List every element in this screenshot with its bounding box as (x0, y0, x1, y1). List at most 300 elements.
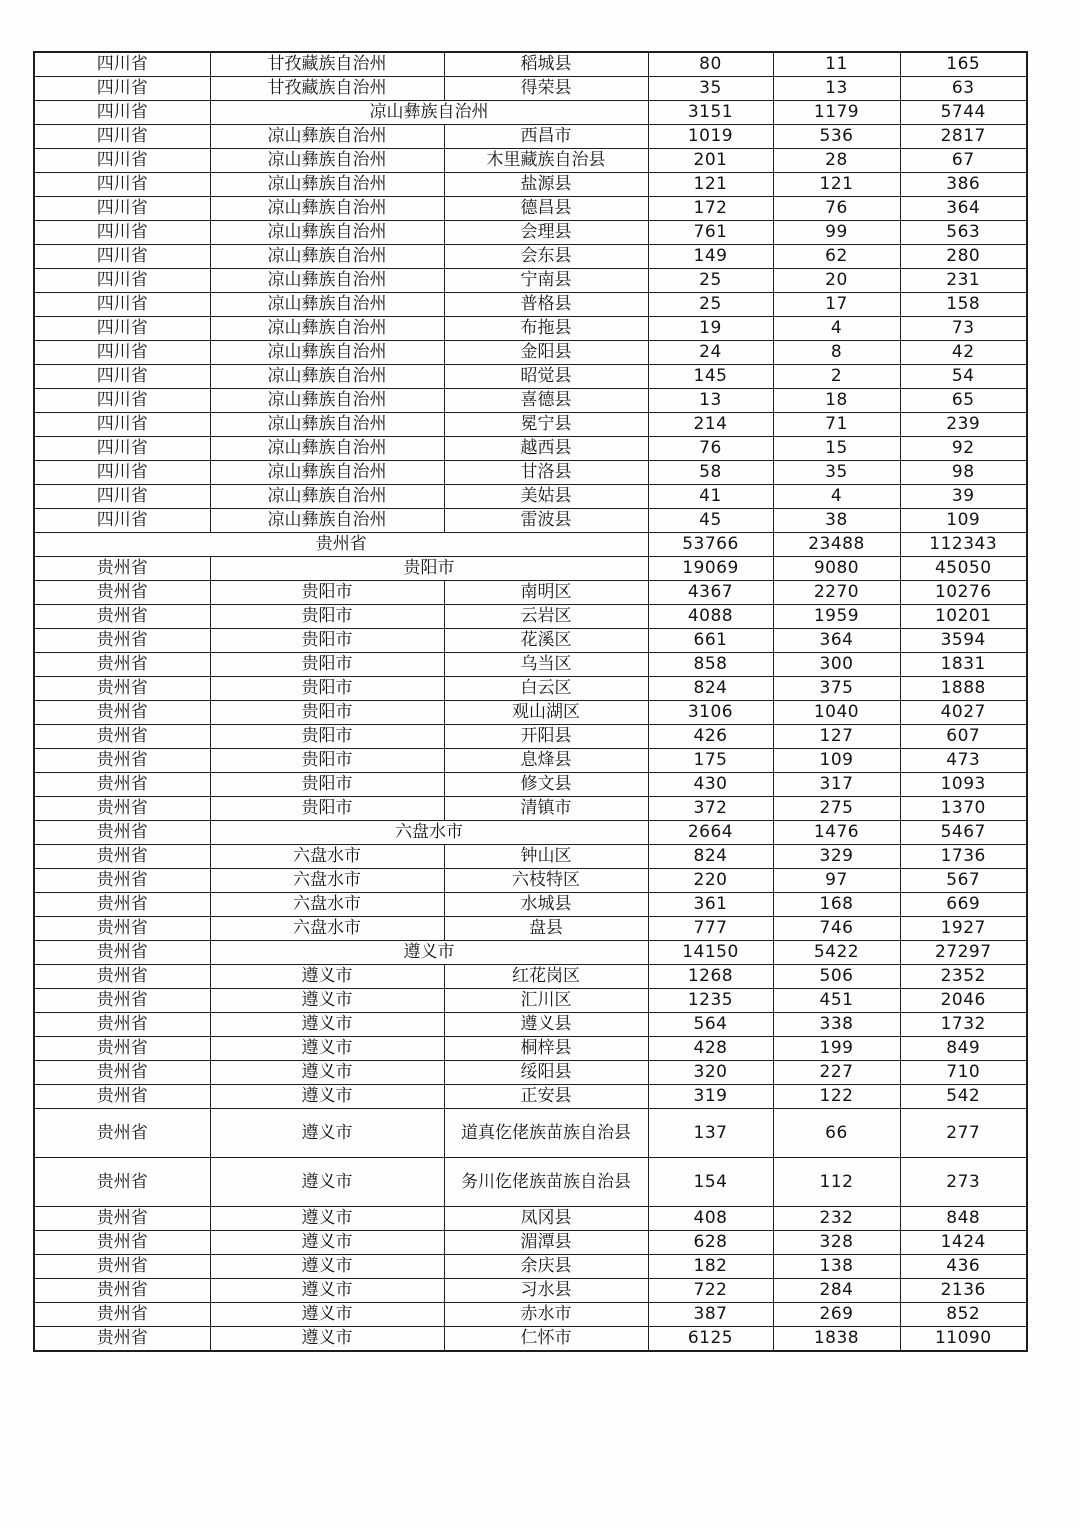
county-cell: 绥阳县 (444, 1061, 648, 1085)
province-cell: 贵州省 (34, 773, 210, 797)
table-row (34, 125, 1027, 149)
county-cell: 木里藏族自治县 (444, 149, 648, 173)
province-cell: 四川省 (34, 461, 210, 485)
value-cell: 761 (648, 221, 773, 245)
prefecture-cell: 六盘水市 (210, 845, 444, 869)
prefecture-cell: 凉山彝族自治州 (210, 365, 444, 389)
province-cell: 贵州省 (34, 821, 210, 845)
province-cell: 贵州省 (34, 1158, 210, 1207)
prefecture-cell: 遵义市 (210, 1158, 444, 1207)
value-cell: 11 (773, 52, 900, 77)
value-cell: 13 (648, 389, 773, 413)
county-cell: 息烽县 (444, 749, 648, 773)
county-cell: 赤水市 (444, 1303, 648, 1327)
province-cell: 四川省 (34, 125, 210, 149)
table-row (34, 773, 1027, 797)
value-cell: 426 (648, 725, 773, 749)
province-cell: 四川省 (34, 245, 210, 269)
prefecture-cell: 凉山彝族自治州 (210, 101, 648, 125)
value-cell: 109 (773, 749, 900, 773)
value-cell: 2817 (900, 125, 1027, 149)
value-cell: 1268 (648, 965, 773, 989)
table-row (34, 293, 1027, 317)
province-cell: 贵州省 (34, 533, 648, 557)
county-cell: 稻城县 (444, 52, 648, 77)
value-cell: 20 (773, 269, 900, 293)
value-cell: 71 (773, 413, 900, 437)
table-row (34, 101, 1027, 125)
value-cell: 168 (773, 893, 900, 917)
value-cell: 53766 (648, 533, 773, 557)
value-cell: 25 (648, 293, 773, 317)
value-cell: 232 (773, 1207, 900, 1231)
value-cell: 1019 (648, 125, 773, 149)
table-row (34, 1231, 1027, 1255)
county-cell: 清镇市 (444, 797, 648, 821)
value-cell: 506 (773, 965, 900, 989)
table-row (34, 533, 1027, 557)
province-cell: 贵州省 (34, 1231, 210, 1255)
value-cell: 542 (900, 1085, 1027, 1109)
county-cell: 冕宁县 (444, 413, 648, 437)
table-row (34, 821, 1027, 845)
table-body (34, 52, 1027, 1351)
county-cell: 西昌市 (444, 125, 648, 149)
value-cell: 127 (773, 725, 900, 749)
prefecture-cell: 凉山彝族自治州 (210, 245, 444, 269)
value-cell: 277 (900, 1109, 1027, 1158)
value-cell: 386 (900, 173, 1027, 197)
value-cell: 17 (773, 293, 900, 317)
table-row (34, 269, 1027, 293)
value-cell: 65 (900, 389, 1027, 413)
province-cell: 贵州省 (34, 917, 210, 941)
prefecture-cell: 凉山彝族自治州 (210, 437, 444, 461)
value-cell: 722 (648, 1279, 773, 1303)
value-cell: 317 (773, 773, 900, 797)
prefecture-cell: 甘孜藏族自治州 (210, 77, 444, 101)
county-cell: 雷波县 (444, 509, 648, 533)
table-row (34, 245, 1027, 269)
value-cell: 777 (648, 917, 773, 941)
value-cell: 628 (648, 1231, 773, 1255)
value-cell: 27297 (900, 941, 1027, 965)
value-cell: 76 (648, 437, 773, 461)
province-cell: 四川省 (34, 52, 210, 77)
prefecture-cell: 遵义市 (210, 941, 648, 965)
prefecture-cell: 凉山彝族自治州 (210, 197, 444, 221)
value-cell: 338 (773, 1013, 900, 1037)
value-cell: 364 (900, 197, 1027, 221)
value-cell: 15 (773, 437, 900, 461)
value-cell: 158 (900, 293, 1027, 317)
county-cell: 仁怀市 (444, 1327, 648, 1352)
prefecture-cell: 六盘水市 (210, 821, 648, 845)
table-row (34, 1037, 1027, 1061)
province-cell: 四川省 (34, 77, 210, 101)
province-cell: 四川省 (34, 341, 210, 365)
value-cell: 1831 (900, 653, 1027, 677)
province-cell: 四川省 (34, 413, 210, 437)
prefecture-cell: 遵义市 (210, 1279, 444, 1303)
province-cell: 贵州省 (34, 989, 210, 1013)
value-cell: 852 (900, 1303, 1027, 1327)
value-cell: 62 (773, 245, 900, 269)
prefecture-cell: 凉山彝族自治州 (210, 461, 444, 485)
prefecture-cell: 凉山彝族自治州 (210, 125, 444, 149)
prefecture-cell: 遵义市 (210, 965, 444, 989)
value-cell: 39 (900, 485, 1027, 509)
prefecture-cell: 凉山彝族自治州 (210, 341, 444, 365)
table-row (34, 869, 1027, 893)
value-cell: 4088 (648, 605, 773, 629)
prefecture-cell: 凉山彝族自治州 (210, 389, 444, 413)
county-cell: 乌当区 (444, 653, 648, 677)
county-cell: 汇川区 (444, 989, 648, 1013)
prefecture-cell: 遵义市 (210, 1327, 444, 1352)
table-row (34, 941, 1027, 965)
value-cell: 182 (648, 1255, 773, 1279)
table-row (34, 1013, 1027, 1037)
county-cell: 得荣县 (444, 77, 648, 101)
province-cell: 贵州省 (34, 605, 210, 629)
value-cell: 607 (900, 725, 1027, 749)
province-cell: 贵州省 (34, 1061, 210, 1085)
value-cell: 80 (648, 52, 773, 77)
value-cell: 25 (648, 269, 773, 293)
county-cell: 习水县 (444, 1279, 648, 1303)
prefecture-cell: 贵阳市 (210, 797, 444, 821)
value-cell: 300 (773, 653, 900, 677)
value-cell: 66 (773, 1109, 900, 1158)
province-cell: 四川省 (34, 269, 210, 293)
value-cell: 24 (648, 341, 773, 365)
province-cell: 四川省 (34, 197, 210, 221)
value-cell: 564 (648, 1013, 773, 1037)
value-cell: 1927 (900, 917, 1027, 941)
county-cell: 宁南县 (444, 269, 648, 293)
province-cell: 贵州省 (34, 893, 210, 917)
table-row (34, 341, 1027, 365)
value-cell: 848 (900, 1207, 1027, 1231)
prefecture-cell: 贵阳市 (210, 629, 444, 653)
value-cell: 451 (773, 989, 900, 1013)
value-cell: 3151 (648, 101, 773, 125)
province-cell: 贵州省 (34, 557, 210, 581)
value-cell: 19 (648, 317, 773, 341)
value-cell: 54 (900, 365, 1027, 389)
table-row (34, 413, 1027, 437)
prefecture-cell: 贵阳市 (210, 701, 444, 725)
value-cell: 428 (648, 1037, 773, 1061)
value-cell: 1179 (773, 101, 900, 125)
prefecture-cell: 遵义市 (210, 1255, 444, 1279)
table-row (34, 221, 1027, 245)
value-cell: 41 (648, 485, 773, 509)
value-cell: 1888 (900, 677, 1027, 701)
province-cell: 四川省 (34, 221, 210, 245)
prefecture-cell: 凉山彝族自治州 (210, 221, 444, 245)
table-row (34, 1061, 1027, 1085)
value-cell: 858 (648, 653, 773, 677)
prefecture-cell: 遵义市 (210, 1207, 444, 1231)
table-row (34, 437, 1027, 461)
table-row (34, 581, 1027, 605)
county-cell: 湄潭县 (444, 1231, 648, 1255)
value-cell: 430 (648, 773, 773, 797)
value-cell: 227 (773, 1061, 900, 1085)
province-cell: 贵州省 (34, 1085, 210, 1109)
value-cell: 284 (773, 1279, 900, 1303)
value-cell: 4 (773, 485, 900, 509)
value-cell: 10201 (900, 605, 1027, 629)
value-cell: 408 (648, 1207, 773, 1231)
table-row (34, 197, 1027, 221)
value-cell: 45050 (900, 557, 1027, 581)
province-cell: 贵州省 (34, 1255, 210, 1279)
prefecture-cell: 遵义市 (210, 989, 444, 1013)
province-cell: 四川省 (34, 437, 210, 461)
value-cell: 76 (773, 197, 900, 221)
province-cell: 贵州省 (34, 1279, 210, 1303)
table-row (34, 317, 1027, 341)
value-cell: 122 (773, 1085, 900, 1109)
value-cell: 1424 (900, 1231, 1027, 1255)
value-cell: 372 (648, 797, 773, 821)
value-cell: 1093 (900, 773, 1027, 797)
value-cell: 328 (773, 1231, 900, 1255)
province-cell: 四川省 (34, 293, 210, 317)
value-cell: 175 (648, 749, 773, 773)
value-cell: 1476 (773, 821, 900, 845)
prefecture-cell: 凉山彝族自治州 (210, 509, 444, 533)
prefecture-cell: 六盘水市 (210, 917, 444, 941)
province-cell: 贵州省 (34, 965, 210, 989)
county-cell: 钟山区 (444, 845, 648, 869)
table-row (34, 845, 1027, 869)
province-cell: 贵州省 (34, 797, 210, 821)
value-cell: 137 (648, 1109, 773, 1158)
county-cell: 南明区 (444, 581, 648, 605)
county-cell: 喜德县 (444, 389, 648, 413)
table-row (34, 725, 1027, 749)
value-cell: 329 (773, 845, 900, 869)
value-cell: 1736 (900, 845, 1027, 869)
value-cell: 1838 (773, 1327, 900, 1352)
county-cell: 遵义县 (444, 1013, 648, 1037)
value-cell: 112 (773, 1158, 900, 1207)
value-cell: 98 (900, 461, 1027, 485)
table-row (34, 1158, 1027, 1207)
province-cell: 贵州省 (34, 941, 210, 965)
county-cell: 开阳县 (444, 725, 648, 749)
value-cell: 58 (648, 461, 773, 485)
province-cell: 四川省 (34, 389, 210, 413)
value-cell: 5744 (900, 101, 1027, 125)
value-cell: 239 (900, 413, 1027, 437)
value-cell: 3106 (648, 701, 773, 725)
value-cell: 387 (648, 1303, 773, 1327)
value-cell: 109 (900, 509, 1027, 533)
county-cell: 修文县 (444, 773, 648, 797)
county-cell: 会理县 (444, 221, 648, 245)
table-row (34, 149, 1027, 173)
value-cell: 214 (648, 413, 773, 437)
value-cell: 97 (773, 869, 900, 893)
value-cell: 14150 (648, 941, 773, 965)
value-cell: 4027 (900, 701, 1027, 725)
prefecture-cell: 贵阳市 (210, 725, 444, 749)
value-cell: 73 (900, 317, 1027, 341)
table-row (34, 461, 1027, 485)
value-cell: 2352 (900, 965, 1027, 989)
value-cell: 710 (900, 1061, 1027, 1085)
prefecture-cell: 贵阳市 (210, 581, 444, 605)
value-cell: 145 (648, 365, 773, 389)
prefecture-cell: 遵义市 (210, 1013, 444, 1037)
county-cell: 余庆县 (444, 1255, 648, 1279)
table-row (34, 173, 1027, 197)
value-cell: 9080 (773, 557, 900, 581)
county-cell: 正安县 (444, 1085, 648, 1109)
prefecture-cell: 遵义市 (210, 1037, 444, 1061)
province-cell: 贵州省 (34, 869, 210, 893)
table-row (34, 485, 1027, 509)
prefecture-cell: 贵阳市 (210, 653, 444, 677)
value-cell: 824 (648, 845, 773, 869)
value-cell: 35 (773, 461, 900, 485)
value-cell: 121 (773, 173, 900, 197)
county-cell: 花溪区 (444, 629, 648, 653)
table-row (34, 1207, 1027, 1231)
province-cell: 贵州省 (34, 653, 210, 677)
value-cell: 154 (648, 1158, 773, 1207)
value-cell: 1235 (648, 989, 773, 1013)
value-cell: 8 (773, 341, 900, 365)
province-cell: 贵州省 (34, 629, 210, 653)
value-cell: 67 (900, 149, 1027, 173)
province-cell: 贵州省 (34, 1303, 210, 1327)
table-row (34, 1109, 1027, 1158)
value-cell: 42 (900, 341, 1027, 365)
county-cell: 盐源县 (444, 173, 648, 197)
value-cell: 92 (900, 437, 1027, 461)
value-cell: 38 (773, 509, 900, 533)
county-cell: 会东县 (444, 245, 648, 269)
province-cell: 四川省 (34, 365, 210, 389)
value-cell: 138 (773, 1255, 900, 1279)
table-row (34, 1303, 1027, 1327)
value-cell: 661 (648, 629, 773, 653)
county-cell: 德昌县 (444, 197, 648, 221)
value-cell: 5422 (773, 941, 900, 965)
value-cell: 567 (900, 869, 1027, 893)
prefecture-cell: 贵阳市 (210, 605, 444, 629)
prefecture-cell: 贵阳市 (210, 557, 648, 581)
value-cell: 99 (773, 221, 900, 245)
value-cell: 35 (648, 77, 773, 101)
county-cell: 普格县 (444, 293, 648, 317)
province-cell: 四川省 (34, 149, 210, 173)
table-row (34, 1085, 1027, 1109)
county-cell: 六枝特区 (444, 869, 648, 893)
value-cell: 10276 (900, 581, 1027, 605)
value-cell: 320 (648, 1061, 773, 1085)
prefecture-cell: 贵阳市 (210, 773, 444, 797)
prefecture-cell: 遵义市 (210, 1231, 444, 1255)
prefecture-cell: 凉山彝族自治州 (210, 269, 444, 293)
value-cell: 199 (773, 1037, 900, 1061)
value-cell: 2270 (773, 581, 900, 605)
value-cell: 2664 (648, 821, 773, 845)
prefecture-cell: 凉山彝族自治州 (210, 149, 444, 173)
value-cell: 231 (900, 269, 1027, 293)
county-cell: 凤冈县 (444, 1207, 648, 1231)
county-cell: 观山湖区 (444, 701, 648, 725)
value-cell: 11090 (900, 1327, 1027, 1352)
value-cell: 201 (648, 149, 773, 173)
value-cell: 4 (773, 317, 900, 341)
table-row (34, 797, 1027, 821)
county-cell: 盘县 (444, 917, 648, 941)
table-row (34, 917, 1027, 941)
table-row (34, 77, 1027, 101)
table-row (34, 605, 1027, 629)
value-cell: 1370 (900, 797, 1027, 821)
province-cell: 四川省 (34, 485, 210, 509)
value-cell: 28 (773, 149, 900, 173)
county-cell: 金阳县 (444, 341, 648, 365)
table-row (34, 1255, 1027, 1279)
value-cell: 6125 (648, 1327, 773, 1352)
value-cell: 19069 (648, 557, 773, 581)
prefecture-cell: 凉山彝族自治州 (210, 173, 444, 197)
value-cell: 849 (900, 1037, 1027, 1061)
province-cell: 贵州省 (34, 677, 210, 701)
table-row (34, 989, 1027, 1013)
value-cell: 4367 (648, 581, 773, 605)
table-row (34, 893, 1027, 917)
prefecture-cell: 六盘水市 (210, 869, 444, 893)
county-cell: 布拖县 (444, 317, 648, 341)
value-cell: 536 (773, 125, 900, 149)
value-cell: 45 (648, 509, 773, 533)
county-cell: 越西县 (444, 437, 648, 461)
value-cell: 669 (900, 893, 1027, 917)
value-cell: 319 (648, 1085, 773, 1109)
county-cell: 水城县 (444, 893, 648, 917)
table-row (34, 629, 1027, 653)
admin-region-stats-table (33, 51, 1028, 1352)
value-cell: 112343 (900, 533, 1027, 557)
province-cell: 四川省 (34, 101, 210, 125)
value-cell: 2046 (900, 989, 1027, 1013)
table-row (34, 1279, 1027, 1303)
value-cell: 5467 (900, 821, 1027, 845)
province-cell: 四川省 (34, 509, 210, 533)
county-cell: 务川仡佬族苗族自治县 (444, 1158, 648, 1207)
value-cell: 2 (773, 365, 900, 389)
value-cell: 220 (648, 869, 773, 893)
county-cell: 甘洛县 (444, 461, 648, 485)
table-row (34, 653, 1027, 677)
value-cell: 149 (648, 245, 773, 269)
value-cell: 172 (648, 197, 773, 221)
province-cell: 贵州省 (34, 1207, 210, 1231)
table-row (34, 965, 1027, 989)
province-cell: 贵州省 (34, 1109, 210, 1158)
value-cell: 121 (648, 173, 773, 197)
